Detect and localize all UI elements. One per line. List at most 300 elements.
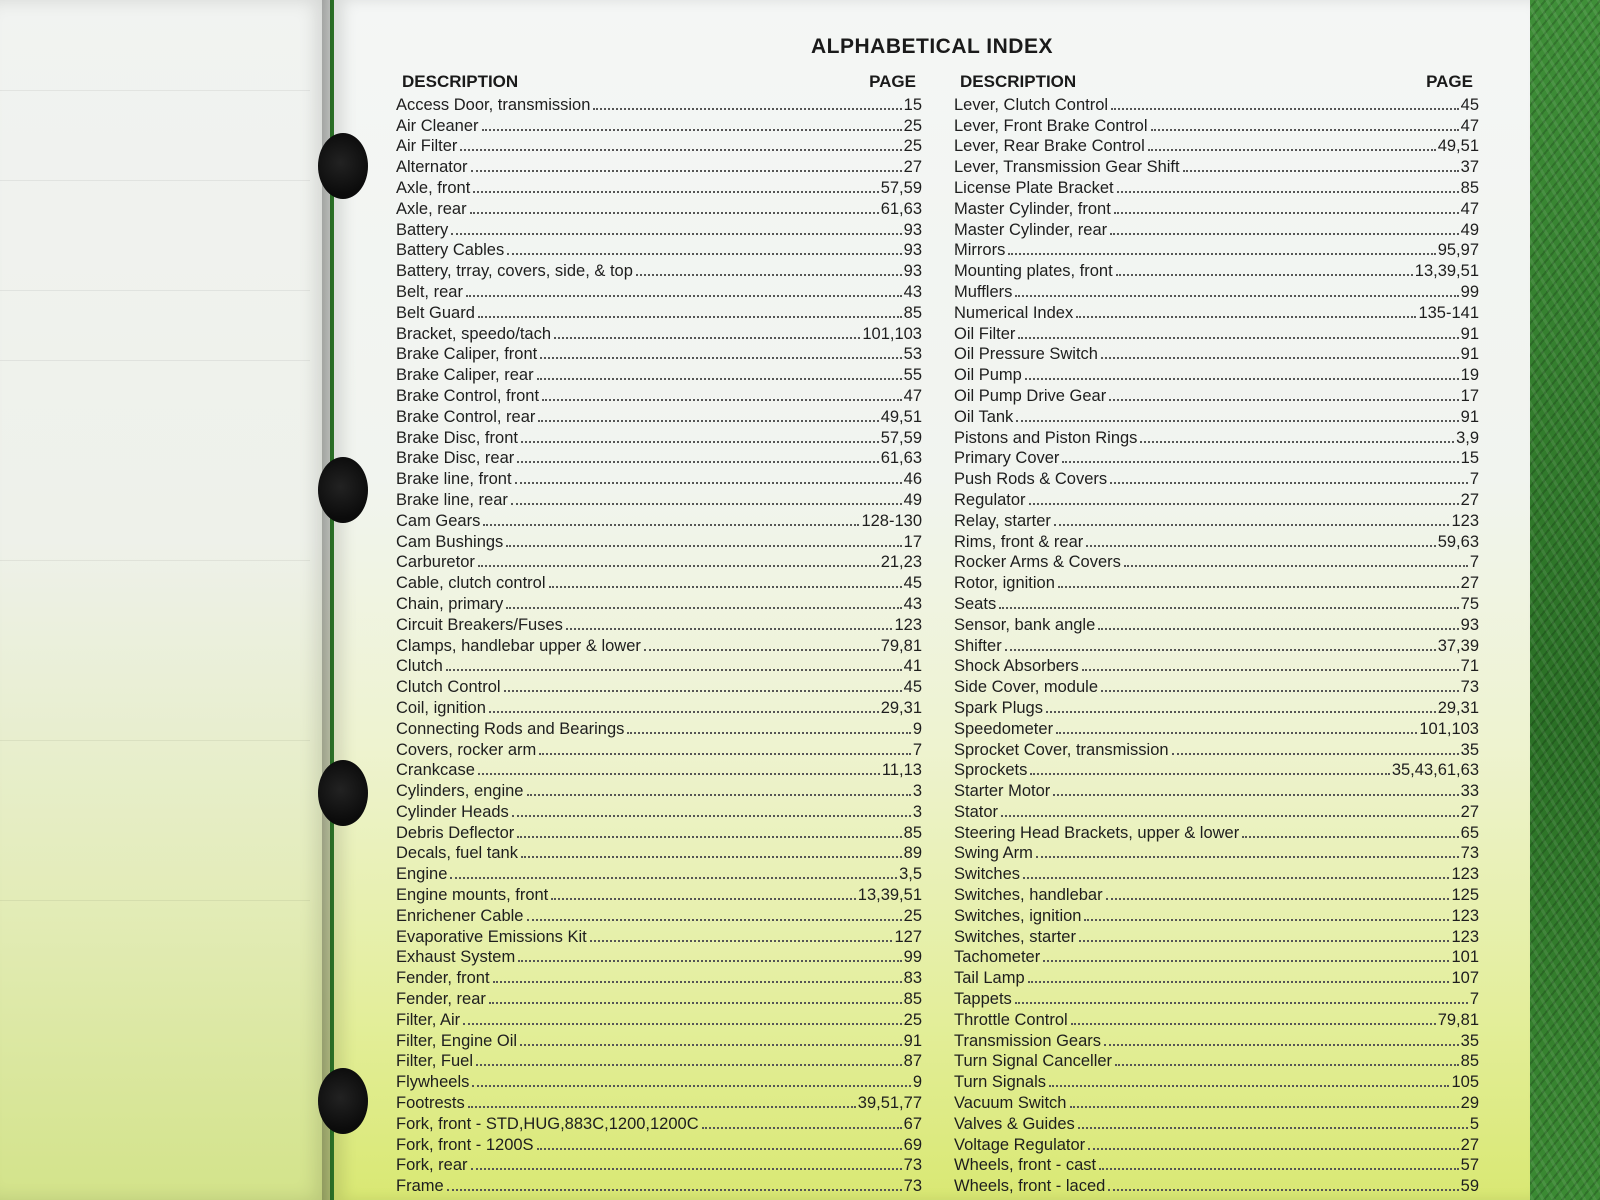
entry-description: Shock Absorbers bbox=[954, 657, 1079, 676]
entry-description: Clutch Control bbox=[396, 678, 501, 697]
index-entry bbox=[396, 843, 922, 864]
dot-leader bbox=[1116, 274, 1413, 276]
index-entry bbox=[954, 884, 1479, 905]
entry-description: Brake Caliper, rear bbox=[396, 366, 534, 385]
index-entry bbox=[954, 1009, 1479, 1030]
dot-leader bbox=[636, 274, 902, 276]
dot-leader bbox=[627, 732, 910, 734]
index-entry bbox=[396, 260, 922, 281]
dot-leader bbox=[518, 960, 901, 962]
entry-description: Wheels, front - cast bbox=[954, 1156, 1097, 1175]
page-header: PAGE bbox=[869, 72, 916, 91]
entry-page-number: 125 bbox=[1451, 886, 1479, 905]
entry-description: Brake Control, front bbox=[396, 386, 540, 405]
entry-page-number: 17 bbox=[1460, 386, 1479, 405]
dot-leader bbox=[470, 212, 879, 214]
entry-page-number: 85 bbox=[903, 823, 922, 842]
index-entry bbox=[954, 1155, 1479, 1176]
index-entry bbox=[954, 1092, 1479, 1113]
index-entry bbox=[954, 1113, 1479, 1134]
entry-page-number: 19 bbox=[1460, 366, 1479, 385]
index-entry bbox=[954, 863, 1479, 884]
entry-description: Mufflers bbox=[954, 282, 1013, 301]
dot-leader bbox=[468, 1106, 856, 1108]
index-entry bbox=[954, 364, 1479, 385]
entry-page-number: 99 bbox=[903, 948, 922, 967]
dot-leader bbox=[527, 794, 911, 796]
index-entry bbox=[396, 468, 922, 489]
entry-description: Sensor, bank angle bbox=[954, 615, 1096, 634]
index-entry bbox=[954, 115, 1479, 136]
dot-leader bbox=[506, 607, 901, 609]
index-entry bbox=[396, 926, 922, 947]
dot-leader bbox=[446, 669, 902, 671]
dot-leader bbox=[1029, 503, 1459, 505]
index-entries-right bbox=[954, 94, 1479, 1196]
dot-leader bbox=[1084, 919, 1449, 921]
index-entry bbox=[954, 718, 1479, 739]
entry-description: Battery bbox=[396, 220, 449, 239]
dot-leader bbox=[1110, 482, 1468, 484]
entry-description: Covers, rocker arm bbox=[396, 740, 537, 759]
dot-leader bbox=[521, 856, 902, 858]
entry-page-number: 13,39,51 bbox=[857, 886, 922, 905]
dot-leader bbox=[1054, 524, 1450, 526]
entry-page-number: 101,103 bbox=[862, 324, 922, 343]
dot-leader bbox=[1079, 940, 1450, 942]
entry-description: Starter Motor bbox=[954, 782, 1051, 801]
entry-description: Lever, Rear Brake Control bbox=[954, 137, 1145, 156]
entry-page-number: 91 bbox=[1460, 324, 1479, 343]
index-entry bbox=[954, 1175, 1479, 1196]
index-entry bbox=[954, 406, 1479, 427]
dot-leader bbox=[1058, 586, 1459, 588]
dot-leader bbox=[1086, 545, 1435, 547]
entry-page-number: 65 bbox=[1460, 823, 1479, 842]
dot-leader bbox=[539, 753, 911, 755]
dot-leader bbox=[1172, 753, 1459, 755]
dot-leader bbox=[1071, 1023, 1436, 1025]
entry-page-number: 71 bbox=[1460, 657, 1479, 676]
dot-leader bbox=[1030, 773, 1389, 775]
index-entry bbox=[396, 614, 922, 635]
entry-page-number: 85 bbox=[1460, 178, 1479, 197]
entry-description: Filter, Engine Oil bbox=[396, 1031, 518, 1050]
dot-leader bbox=[1028, 981, 1450, 983]
entry-page-number: 27 bbox=[903, 158, 922, 177]
description-header: DESCRIPTION bbox=[402, 72, 519, 91]
entry-page-number: 25 bbox=[903, 137, 922, 156]
entry-page-number: 29,31 bbox=[1437, 698, 1479, 717]
index-entry bbox=[396, 406, 922, 427]
entry-description: Enrichener Cable bbox=[396, 906, 524, 925]
left-page-ghost-line bbox=[0, 900, 310, 901]
entry-description: Oil Pump Drive Gear bbox=[954, 386, 1107, 405]
entry-description: Transmission Gears bbox=[954, 1031, 1102, 1050]
index-entry bbox=[396, 427, 922, 448]
entry-description: Lever, Front Brake Control bbox=[954, 116, 1148, 135]
index-entry bbox=[954, 219, 1479, 240]
entry-page-number: 93 bbox=[1460, 615, 1479, 634]
entry-description: Relay, starter bbox=[954, 511, 1051, 530]
entry-description: Oil Pump bbox=[954, 366, 1022, 385]
entry-description: Filter, Fuel bbox=[396, 1052, 474, 1071]
dot-leader bbox=[537, 378, 902, 380]
dot-leader bbox=[493, 981, 902, 983]
dot-leader bbox=[1108, 1189, 1458, 1191]
index-entry bbox=[396, 1175, 922, 1196]
entry-description: Cylinders, engine bbox=[396, 782, 524, 801]
entry-page-number: 17 bbox=[903, 532, 922, 551]
entry-description: Brake Control, rear bbox=[396, 407, 536, 426]
index-entry bbox=[396, 136, 922, 157]
binder-hole bbox=[318, 457, 368, 523]
dot-leader bbox=[473, 191, 878, 193]
index-entry bbox=[954, 967, 1479, 988]
entry-page-number: 85 bbox=[903, 303, 922, 322]
entry-description: Axle, front bbox=[396, 178, 471, 197]
entry-page-number: 29 bbox=[1460, 1094, 1479, 1113]
dot-leader bbox=[466, 295, 902, 297]
dot-leader bbox=[1109, 399, 1458, 401]
index-entry bbox=[396, 1009, 922, 1030]
entry-page-number: 33 bbox=[1460, 782, 1479, 801]
entry-page-number: 45 bbox=[1460, 95, 1479, 114]
entry-page-number: 3,5 bbox=[899, 865, 922, 884]
dot-leader bbox=[1242, 836, 1458, 838]
entry-description: Coil, ignition bbox=[396, 698, 486, 717]
entry-page-number: 45 bbox=[903, 574, 922, 593]
entry-page-number: 3 bbox=[912, 782, 922, 801]
binder-hole bbox=[318, 760, 368, 826]
dot-leader bbox=[517, 461, 878, 463]
entry-description: Switches bbox=[954, 865, 1021, 884]
entry-description: Numerical Index bbox=[954, 303, 1074, 322]
left-page bbox=[0, 0, 330, 1200]
index-entry bbox=[396, 240, 922, 261]
entry-description: Rocker Arms & Covers bbox=[954, 553, 1121, 572]
entry-description: Fork, rear bbox=[396, 1156, 468, 1175]
index-entry bbox=[954, 697, 1479, 718]
entry-description: Turn Signals bbox=[954, 1073, 1047, 1092]
entry-description: Seats bbox=[954, 594, 997, 613]
entry-description: Oil Tank bbox=[954, 407, 1014, 426]
entry-page-number: 9 bbox=[912, 719, 922, 738]
index-entry bbox=[396, 281, 922, 302]
dot-leader bbox=[478, 565, 879, 567]
entry-description: Debris Deflector bbox=[396, 823, 515, 842]
dot-leader bbox=[451, 233, 901, 235]
index-entry bbox=[954, 780, 1479, 801]
dot-leader bbox=[1124, 565, 1468, 567]
dot-leader bbox=[1016, 420, 1458, 422]
dot-leader bbox=[566, 628, 893, 630]
entry-page-number: 93 bbox=[903, 220, 922, 239]
entry-description: Carburetor bbox=[396, 553, 475, 572]
index-entry bbox=[954, 676, 1479, 697]
entry-page-number: 43 bbox=[903, 282, 922, 301]
entry-page-number: 73 bbox=[903, 1156, 922, 1175]
entry-description: Switches, handlebar bbox=[954, 886, 1103, 905]
entry-page-number: 3,9 bbox=[1456, 428, 1479, 447]
index-column-left bbox=[396, 72, 922, 1196]
entry-description: Lever, Transmission Gear Shift bbox=[954, 158, 1180, 177]
left-page-ghost-line bbox=[0, 290, 310, 291]
index-entry bbox=[954, 302, 1479, 323]
dot-leader bbox=[447, 1189, 902, 1191]
entry-description: Flywheels bbox=[396, 1073, 470, 1092]
index-entry bbox=[396, 801, 922, 822]
entry-page-number: 135-141 bbox=[1418, 303, 1479, 322]
entry-page-number: 128-130 bbox=[861, 511, 922, 530]
index-entry bbox=[396, 1134, 922, 1155]
entry-page-number: 47 bbox=[1460, 116, 1479, 135]
entry-page-number: 55 bbox=[903, 366, 922, 385]
entry-page-number: 29,31 bbox=[880, 698, 922, 717]
index-entry bbox=[396, 718, 922, 739]
entry-page-number: 46 bbox=[903, 470, 922, 489]
entry-description: Switches, starter bbox=[954, 927, 1076, 946]
entry-page-number: 3 bbox=[912, 802, 922, 821]
column-header bbox=[954, 72, 1479, 94]
entry-description: Exhaust System bbox=[396, 948, 516, 967]
index-entry bbox=[396, 323, 922, 344]
index-entry bbox=[396, 94, 922, 115]
dot-leader bbox=[702, 1127, 902, 1129]
dot-leader bbox=[1053, 794, 1458, 796]
column-header bbox=[396, 72, 922, 94]
left-page-ghost-line bbox=[0, 740, 310, 741]
entry-description: Cam Bushings bbox=[396, 532, 504, 551]
entry-page-number: 95,97 bbox=[1437, 241, 1479, 260]
entry-description: Decals, fuel tank bbox=[396, 844, 518, 863]
entry-page-number: 49,51 bbox=[880, 407, 922, 426]
entry-page-number: 61,63 bbox=[880, 449, 922, 468]
entry-description: Lever, Clutch Control bbox=[954, 95, 1109, 114]
entry-description: Throttle Control bbox=[954, 1010, 1068, 1029]
page-header: PAGE bbox=[1426, 72, 1473, 91]
entry-description: Brake line, front bbox=[396, 470, 512, 489]
dot-leader bbox=[478, 773, 880, 775]
entry-description: Bracket, speedo/tach bbox=[396, 324, 552, 343]
entry-description: Master Cylinder, rear bbox=[954, 220, 1108, 239]
dot-leader bbox=[554, 337, 860, 339]
entry-description: Cam Gears bbox=[396, 511, 481, 530]
dot-leader bbox=[1005, 649, 1436, 651]
index-entry bbox=[396, 1155, 922, 1176]
dot-leader bbox=[512, 815, 911, 817]
dot-leader bbox=[644, 649, 879, 651]
entry-description: Belt Guard bbox=[396, 303, 475, 322]
index-entry bbox=[396, 739, 922, 760]
index-entry bbox=[954, 552, 1479, 573]
index-entry bbox=[954, 614, 1479, 635]
dot-leader bbox=[1140, 441, 1454, 443]
entry-description: Vacuum Switch bbox=[954, 1094, 1067, 1113]
dot-leader bbox=[593, 108, 901, 110]
dot-leader bbox=[1088, 1148, 1458, 1150]
entry-page-number: 53 bbox=[903, 345, 922, 364]
entry-description: Connecting Rods and Bearings bbox=[396, 719, 625, 738]
index-entry bbox=[954, 136, 1479, 157]
entry-page-number: 25 bbox=[903, 906, 922, 925]
index-entry bbox=[954, 822, 1479, 843]
index-entry bbox=[396, 822, 922, 843]
index-entry bbox=[954, 177, 1479, 198]
dot-leader bbox=[1115, 1064, 1459, 1066]
entry-description: Axle, rear bbox=[396, 199, 467, 218]
left-page-ghost-line bbox=[0, 560, 310, 561]
dot-leader bbox=[1049, 1085, 1449, 1087]
entry-description: Engine mounts, front bbox=[396, 886, 549, 905]
entry-page-number: 43 bbox=[903, 594, 922, 613]
index-entries-left bbox=[396, 94, 922, 1196]
entry-description: Alternator bbox=[396, 158, 468, 177]
dot-leader bbox=[478, 316, 902, 318]
dot-leader bbox=[1114, 212, 1459, 214]
entry-page-number: 27 bbox=[1460, 574, 1479, 593]
entry-description: Access Door, transmission bbox=[396, 95, 591, 114]
index-entry bbox=[954, 1071, 1479, 1092]
index-entry bbox=[396, 572, 922, 593]
index-entry bbox=[396, 344, 922, 365]
dot-leader bbox=[537, 1148, 902, 1150]
entry-description: Brake Disc, front bbox=[396, 428, 518, 447]
entry-description: Side Cover, module bbox=[954, 678, 1098, 697]
entry-page-number: 5 bbox=[1469, 1114, 1479, 1133]
index-entry bbox=[954, 468, 1479, 489]
dot-leader bbox=[1076, 316, 1416, 318]
dot-leader bbox=[1183, 170, 1459, 172]
entry-page-number: 105 bbox=[1451, 1073, 1479, 1092]
dot-leader bbox=[1111, 108, 1459, 110]
index-entry bbox=[954, 260, 1479, 281]
entry-description: Air Filter bbox=[396, 137, 458, 156]
entry-page-number: 75 bbox=[1460, 594, 1479, 613]
entry-page-number: 27 bbox=[1460, 490, 1479, 509]
entry-page-number: 35,43,61,63 bbox=[1391, 761, 1479, 780]
index-entry bbox=[954, 988, 1479, 1009]
index-entry bbox=[396, 947, 922, 968]
dot-leader bbox=[1148, 149, 1436, 151]
index-entry bbox=[954, 572, 1479, 593]
entry-page-number: 93 bbox=[903, 262, 922, 281]
dot-leader bbox=[1025, 378, 1459, 380]
dot-leader bbox=[1104, 1044, 1459, 1046]
entry-description: Mounting plates, front bbox=[954, 262, 1113, 281]
dot-leader bbox=[1099, 1168, 1459, 1170]
index-entry bbox=[396, 697, 922, 718]
dot-leader bbox=[472, 1085, 910, 1087]
dot-leader bbox=[1098, 628, 1458, 630]
entry-page-number: 47 bbox=[1460, 199, 1479, 218]
index-entry bbox=[396, 448, 922, 469]
entry-description: Fork, front - 1200S bbox=[396, 1135, 534, 1154]
entry-page-number: 91 bbox=[1460, 407, 1479, 426]
entry-description: Pistons and Piston Rings bbox=[954, 428, 1138, 447]
entry-description: License Plate Bracket bbox=[954, 178, 1114, 197]
entry-description: Brake Caliper, front bbox=[396, 345, 538, 364]
index-entry bbox=[954, 1030, 1479, 1051]
dot-leader bbox=[1070, 1106, 1459, 1108]
entry-page-number: 87 bbox=[903, 1052, 922, 1071]
entry-description: Air Cleaner bbox=[396, 116, 479, 135]
entry-page-number: 123 bbox=[1451, 865, 1479, 884]
index-entry bbox=[396, 198, 922, 219]
dot-leader bbox=[1043, 960, 1449, 962]
dot-leader bbox=[551, 898, 856, 900]
entry-description: Tappets bbox=[954, 990, 1012, 1009]
entry-description: Fork, front - STD,HUG,883C,1200,1200C bbox=[396, 1114, 699, 1133]
dot-leader bbox=[549, 586, 902, 588]
index-entry bbox=[396, 510, 922, 531]
entry-page-number: 107 bbox=[1451, 969, 1479, 988]
entry-page-number: 39,51,77 bbox=[857, 1094, 922, 1113]
entry-page-number: 21,23 bbox=[880, 553, 922, 572]
entry-description: Speedometer bbox=[954, 719, 1054, 738]
index-entry bbox=[396, 1113, 922, 1134]
entry-description: Swing Arm bbox=[954, 844, 1033, 863]
entry-page-number: 25 bbox=[903, 1010, 922, 1029]
entry-page-number: 7 bbox=[912, 740, 922, 759]
entry-page-number: 7 bbox=[1469, 470, 1479, 489]
dot-leader bbox=[1101, 357, 1459, 359]
entry-description: Voltage Regulator bbox=[954, 1135, 1086, 1154]
dot-leader bbox=[1015, 1002, 1468, 1004]
entry-description: Oil Pressure Switch bbox=[954, 345, 1098, 364]
entry-page-number: 79,81 bbox=[880, 636, 922, 655]
index-entry bbox=[396, 177, 922, 198]
entry-description: Primary Cover bbox=[954, 449, 1060, 468]
entry-page-number: 57 bbox=[1460, 1156, 1479, 1175]
index-entry bbox=[396, 489, 922, 510]
index-entry bbox=[396, 364, 922, 385]
entry-page-number: 73 bbox=[1460, 678, 1479, 697]
index-entry bbox=[954, 489, 1479, 510]
entry-page-number: 101 bbox=[1451, 948, 1479, 967]
entry-page-number: 73 bbox=[903, 1177, 922, 1196]
index-entry bbox=[396, 115, 922, 136]
dot-leader bbox=[489, 1002, 902, 1004]
entry-page-number: 59 bbox=[1460, 1177, 1479, 1196]
dot-leader bbox=[476, 1064, 902, 1066]
entry-description: Spark Plugs bbox=[954, 698, 1043, 717]
entry-page-number: 15 bbox=[1460, 449, 1479, 468]
index-entry bbox=[954, 510, 1479, 531]
dot-leader bbox=[1117, 191, 1459, 193]
index-entry bbox=[396, 302, 922, 323]
entry-page-number: 83 bbox=[903, 969, 922, 988]
entry-page-number: 27 bbox=[1460, 802, 1479, 821]
index-entry bbox=[954, 593, 1479, 614]
index-entry bbox=[954, 198, 1479, 219]
index-entry bbox=[396, 676, 922, 697]
entry-description: Sprocket Cover, transmission bbox=[954, 740, 1169, 759]
entry-description: Footrests bbox=[396, 1094, 465, 1113]
entry-page-number: 35 bbox=[1460, 740, 1479, 759]
entry-description: Rims, front & rear bbox=[954, 532, 1084, 551]
index-entry bbox=[954, 427, 1479, 448]
dot-leader bbox=[540, 357, 901, 359]
entry-page-number: 15 bbox=[903, 95, 922, 114]
index-entry bbox=[396, 1092, 922, 1113]
dot-leader bbox=[1101, 690, 1459, 692]
binder-hole bbox=[318, 1068, 368, 1134]
description-header: DESCRIPTION bbox=[960, 72, 1077, 91]
index-entry bbox=[396, 156, 922, 177]
entry-description: Brake line, rear bbox=[396, 490, 508, 509]
index-entry bbox=[954, 635, 1479, 656]
